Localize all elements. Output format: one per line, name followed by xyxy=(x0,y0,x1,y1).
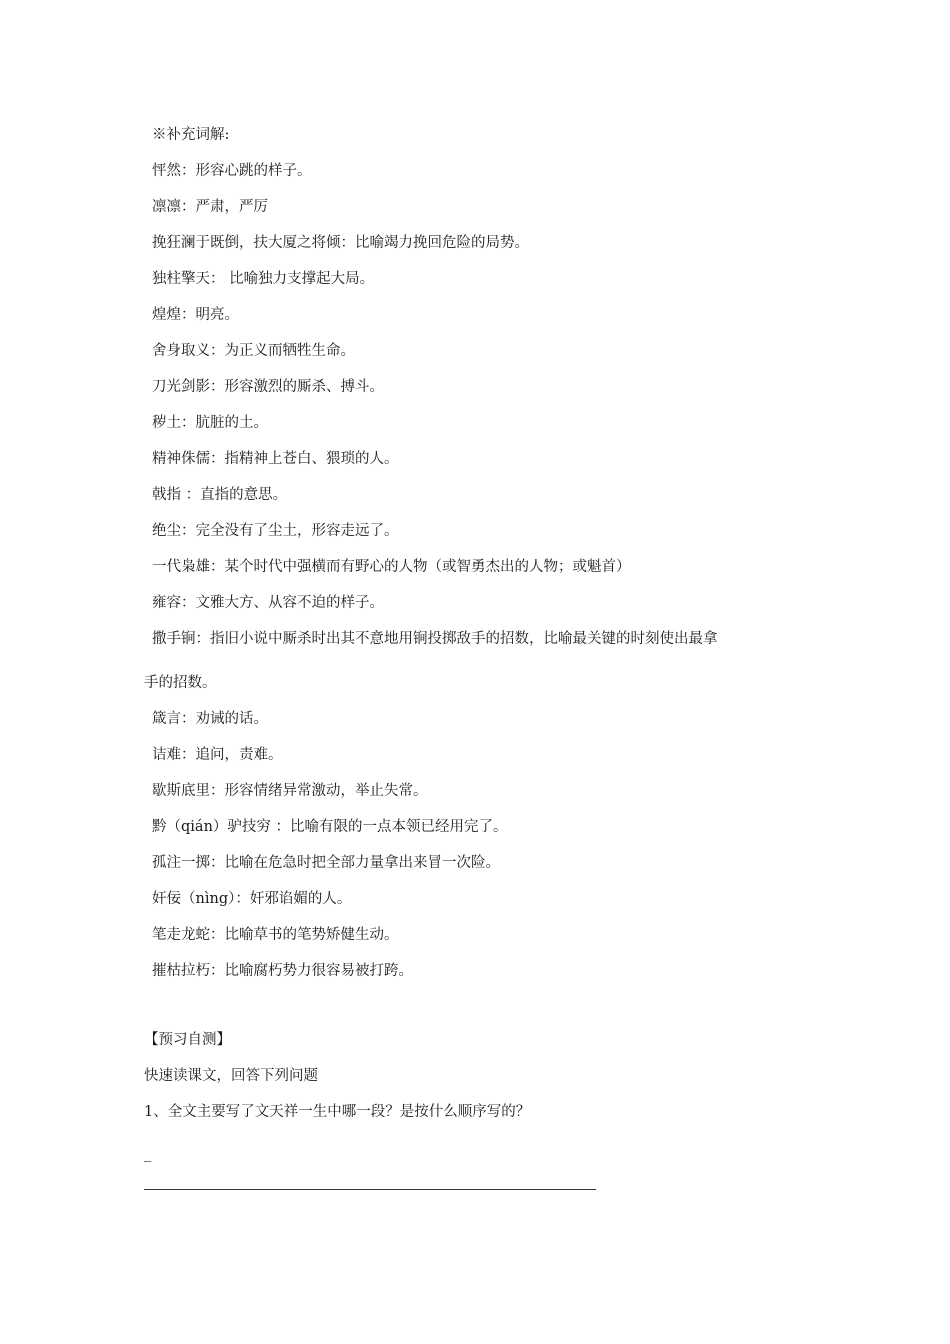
glossary-heading: ※补充词解: xyxy=(152,127,230,143)
preview-instruction: 快速读课文，回答下列问题 xyxy=(144,1068,318,1084)
glossary-item: 怦然：形容心跳的样子。 xyxy=(152,163,312,179)
answer-blank-mark: _ xyxy=(144,1146,152,1162)
glossary-item: 刀光剑影：形容激烈的厮杀、搏斗。 xyxy=(152,379,384,395)
glossary-item: 秽土：肮脏的土。 xyxy=(152,415,268,431)
glossary-item: 雍容：文雅大方、从容不迫的样子。 xyxy=(152,595,384,611)
glossary-item: 奸佞（nìng）：奸邪谄媚的人。 xyxy=(152,891,352,907)
glossary-item: 孤注一掷：比喻在危急时把全部力量拿出来冒一次险。 xyxy=(152,855,500,871)
glossary-item-continuation: 手的招数。 xyxy=(144,675,217,691)
glossary-item-wrapped xyxy=(144,628,824,708)
glossary-item-first-line: 撒手锏：指旧小说中厮杀时出其不意地用锏投掷敌手的招数，比喻最关键的时刻使出最拿 xyxy=(152,631,718,647)
glossary-item: 一代枭雄：某个时代中强横而有野心的人物（或智勇杰出的人物；或魁首） xyxy=(152,559,631,575)
glossary-item: 挽狂澜于既倒，扶大厦之将倾：比喻竭力挽回危险的局势。 xyxy=(152,235,529,251)
glossary-item: 笔走龙蛇：比喻草书的笔势矫健生动。 xyxy=(152,927,399,943)
glossary-section xyxy=(144,124,824,996)
answer-line[interactable] xyxy=(144,1189,596,1190)
glossary-item: 戟指 ：直指的意思。 xyxy=(152,487,288,503)
glossary-item: 精神侏儒：指精神上苍白、猥琐的人。 xyxy=(152,451,399,467)
preview-section xyxy=(144,1029,824,1137)
glossary-item: 独柱擎天： 比喻独力支撑起大局。 xyxy=(152,271,375,287)
glossary-item: 煌煌：明亮。 xyxy=(152,307,239,323)
glossary-item: 黔（qián）驴技穷 ：比喻有限的一点本领已经用完了。 xyxy=(152,819,508,835)
glossary-item: 凛凛：严肃，严厉 xyxy=(152,199,268,215)
glossary-item: 舍身取义：为正义而牺牲生命。 xyxy=(152,343,355,359)
glossary-item: 摧枯拉朽：比喻腐朽势力很容易被打跨。 xyxy=(152,963,413,979)
glossary-item: 诘难：追问，责难。 xyxy=(152,747,283,763)
question-1: 1、全文主要写了文天祥一生中哪一段？是按什么顺序写的？ xyxy=(144,1104,531,1120)
glossary-item: 箴言：劝诫的话。 xyxy=(152,711,268,727)
glossary-item: 绝尘：完全没有了尘土，形容走远了。 xyxy=(152,523,399,539)
glossary-item: 歇斯底里：形容情绪异常激动，举止失常。 xyxy=(152,783,428,799)
preview-heading: 【预习自测】 xyxy=(144,1032,231,1048)
